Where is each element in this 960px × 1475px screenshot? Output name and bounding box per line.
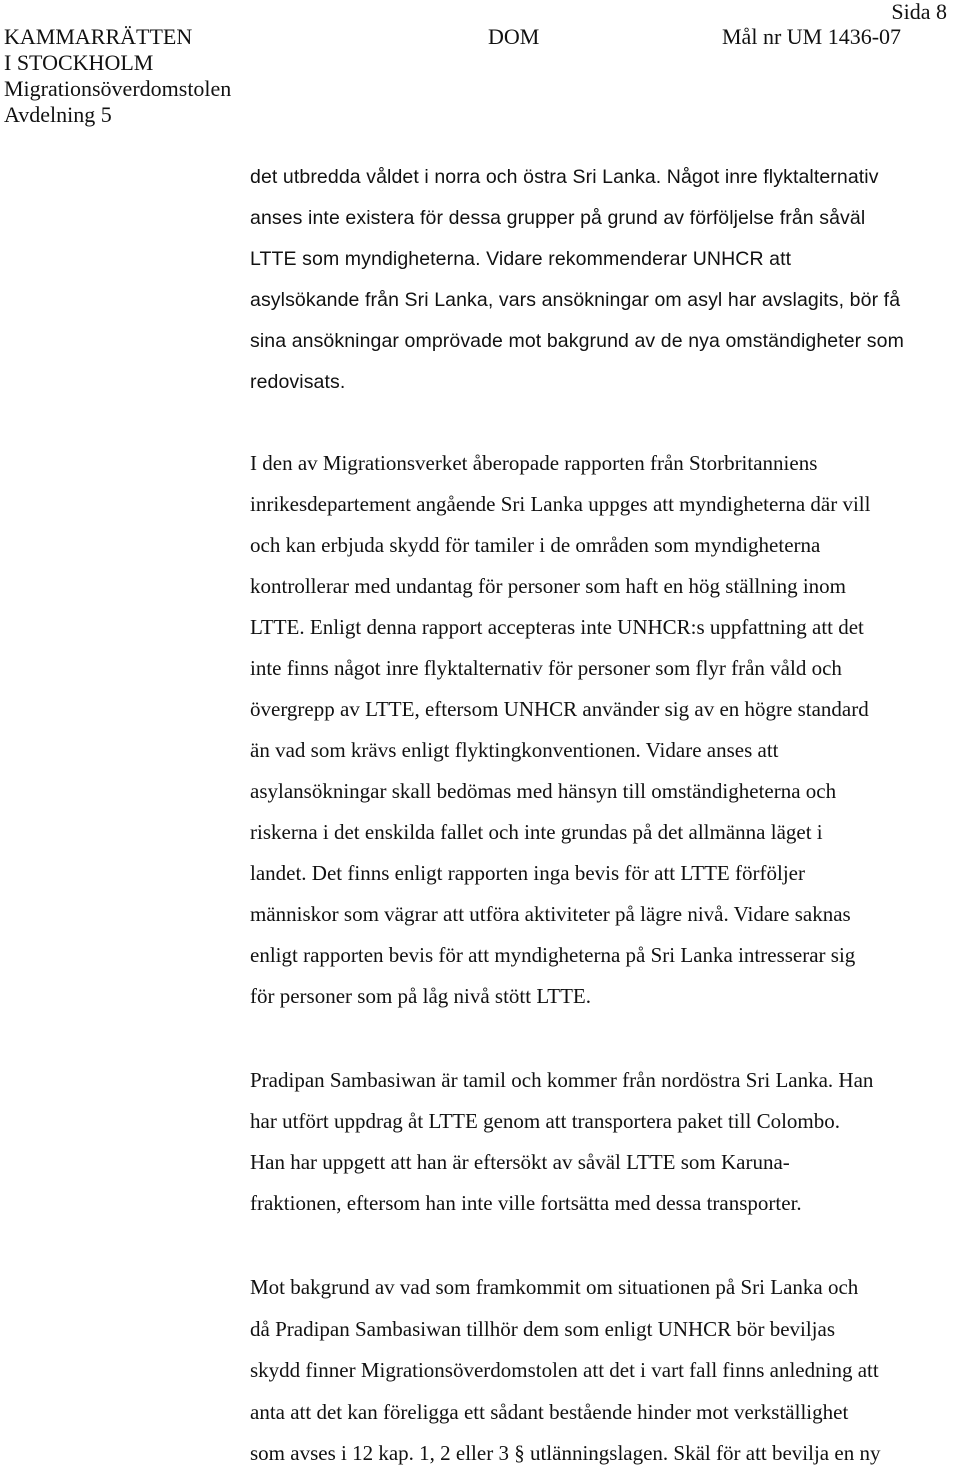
paragraph-1 xyxy=(250,157,960,403)
text-line: fraktionen, eftersom han inte ville fortsätta med dessa transporter. xyxy=(250,1191,802,1215)
paragraph-4 xyxy=(250,1267,960,1475)
text-line: har utfört uppdrag åt LTTE genom att transportera paket till Colombo. xyxy=(250,1109,840,1133)
text-line: I den av Migrationsverket åberopade rapporten från Storbritanniens xyxy=(250,451,818,475)
text-line: LTTE. Enligt denna rapport accepteras inte UNHCR:s uppfattning att det xyxy=(250,615,864,639)
court-name-line-2: I STOCKHOLM xyxy=(4,50,154,75)
text-line: LTTE som myndigheterna. Vidare rekommenderar UNHCR att xyxy=(250,248,792,270)
text-line: asylsökande från Sri Lanka, vars ansökningar om asyl har avslagits, bör få xyxy=(250,289,901,311)
text-line: övergrepp av LTTE, eftersom UNHCR använder sig av en högre standard xyxy=(250,697,869,721)
paragraph-2 xyxy=(250,443,960,1017)
court-name-line-1: KAMMARRÄTTEN xyxy=(4,24,193,49)
court-division: Avdelning 5 xyxy=(4,102,112,127)
text-line: inrikesdepartement angående Sri Lanka uppges att myndigheterna där vill xyxy=(250,492,871,516)
text-line: anta att det kan föreligga ett sådant bestående hinder mot verkställighet xyxy=(250,1399,849,1424)
text-line: då Pradipan Sambasiwan tillhör dem som enligt UNHCR bör beviljas xyxy=(250,1316,836,1341)
case-number: Mål nr UM 1436-07 xyxy=(722,24,902,49)
text-line: redovisats. xyxy=(250,371,346,393)
text-line: människor som vägrar att utföra aktiviteter på lägre nivå. Vidare saknas xyxy=(250,902,851,926)
text-line: kontrollerar med undantag för personer som haft en hög ställning inom xyxy=(250,574,847,598)
text-line: asylansökningar skall bedömas med hänsyn till omständigheterna och xyxy=(250,779,837,803)
text-line: riskerna i det enskilda fallet och inte grundas på det allmänna läget i xyxy=(250,820,823,844)
text-line: än vad som krävs enligt flyktingkonventionen. Vidare anses att xyxy=(250,738,779,762)
text-line: och kan erbjuda skydd för tamiler i de områden som myndigheterna xyxy=(250,533,821,557)
text-line: inte finns något inre flyktalternativ för personer som flyr från våld och xyxy=(250,656,842,680)
text-line: enligt rapporten bevis för att myndigheterna på Sri Lanka intresserar sig xyxy=(250,943,856,967)
text-line: Mot bakgrund av vad som framkommit om situationen på Sri Lanka och xyxy=(250,1275,859,1299)
text-line: skydd finner Migrationsöverdomstolen att det i vart fall finns anledning att xyxy=(250,1358,879,1382)
text-line: för personer som på låg nivå stött LTTE. xyxy=(250,984,591,1008)
text-line: sina ansökningar omprövade mot bakgrund av de nya omständigheter som xyxy=(250,330,904,352)
document-type: DOM xyxy=(488,24,540,49)
text-line: det utbredda våldet i norra och östra Sri Lanka. Något inre flyktalternativ xyxy=(250,166,879,188)
paragraph-3 xyxy=(250,1060,960,1224)
court-header xyxy=(4,24,231,128)
text-line: Pradipan Sambasiwan är tamil och kommer från nordöstra Sri Lanka. Han xyxy=(250,1068,874,1092)
court-department: Migrationsöverdomstolen xyxy=(4,76,232,101)
text-line: som avses i 12 kap. 1, 2 eller 3 § utlänningslagen. Skäl för att bevilja en ny xyxy=(250,1441,881,1465)
text-line: anses inte existera för dessa grupper på grund av förföljelse från såväl xyxy=(250,207,866,229)
page-number: Sida 8 xyxy=(891,0,947,24)
text-line: Han har uppgett att han är eftersökt av såväl LTTE som Karuna- xyxy=(250,1150,790,1174)
text-line: landet. Det finns enligt rapporten inga bevis för att LTTE förföljer xyxy=(250,861,805,885)
